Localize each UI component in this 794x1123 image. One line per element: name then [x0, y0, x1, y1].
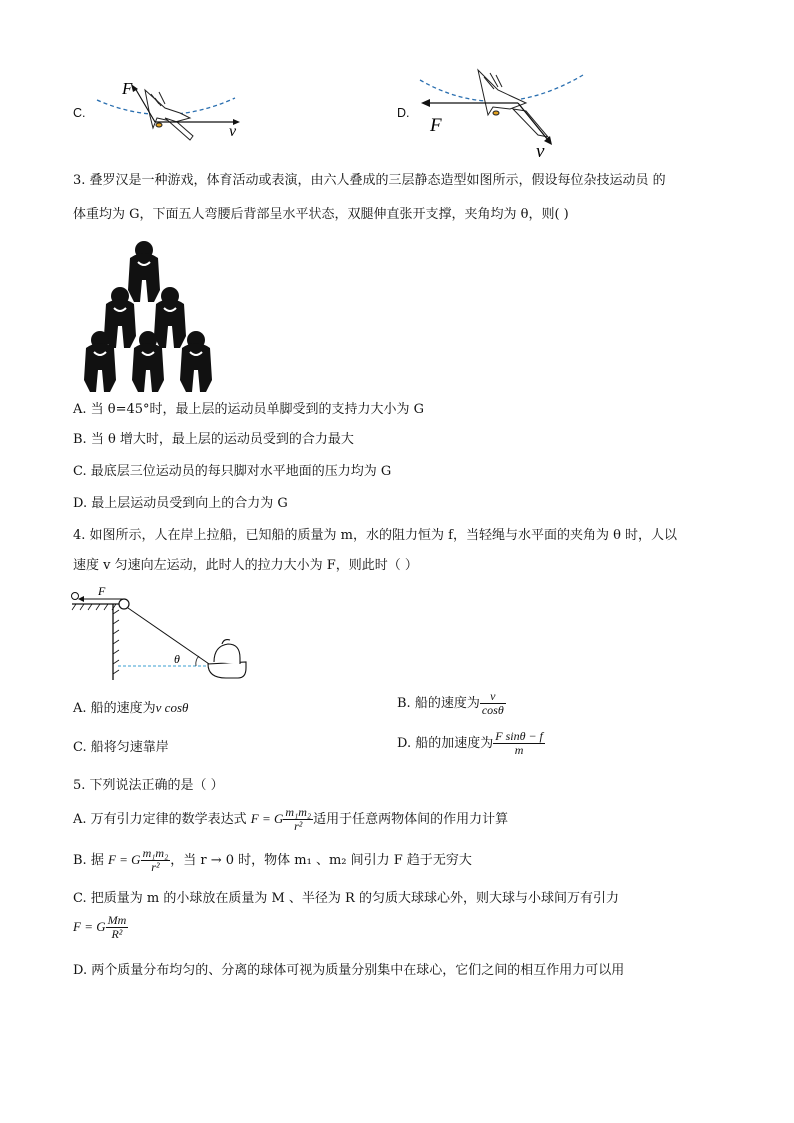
fraction-denominator: cosθ	[481, 703, 504, 717]
q3-option-c: C. 最底层三位运动员的每只脚对水平地面的压力均为 G	[73, 464, 392, 479]
q5-stem: 5. 下列说法正确的是（ ）	[73, 778, 224, 793]
bird-icon	[145, 90, 193, 140]
q5-option-c-fraction	[106, 914, 129, 941]
q5-option-a-fraction	[283, 806, 313, 833]
velocity-label: v	[229, 123, 237, 140]
fraction-numerator: m₁m₂	[285, 805, 312, 819]
q5-option-c-line1: C. 把质量为 m 的小球放在质量为 M 、半径为 R 的匀质大球球心外，则大球与小球间万有引力	[73, 891, 619, 906]
q5-option-a	[73, 806, 508, 833]
force-label: F	[430, 115, 442, 136]
q4-boat-pulling-figure	[68, 582, 248, 687]
q5-option-a-suffix: 适用于任意两物体间的作用力计算	[313, 812, 509, 827]
q4-option-c: C. 船将匀速靠岸	[73, 740, 169, 755]
q4-option-a	[73, 697, 188, 716]
q3-option-d: D. 最上层运动员受到向上的合力为 G	[73, 496, 288, 511]
acrobat-middle-right	[154, 287, 186, 348]
q5-option-c-formula	[73, 914, 128, 941]
fraction-denominator: R²	[111, 927, 123, 941]
acrobat-top	[128, 241, 160, 302]
q4-option-a-math: v cosθ	[155, 700, 189, 715]
q4-option-d	[397, 730, 545, 757]
acrobat-bottom-right	[180, 331, 212, 392]
force-label: F	[122, 79, 133, 98]
fraction-numerator: Mm	[107, 913, 127, 927]
q4-option-b	[397, 690, 506, 717]
fraction-numerator: m₁m₂	[142, 846, 169, 860]
boat-icon	[208, 640, 246, 679]
q4-stem-line1: 4. 如图所示，人在岸上拉船，已知船的质量为 m，水的阻力恒为 f，当轻绳与水平面的夹角为 θ 时，人以	[73, 528, 678, 543]
q2-option-c-figure	[95, 78, 245, 153]
q3-option-a: A. 当 θ=45°时，最上层的运动员单脚受到的支持力大小为 G	[73, 402, 425, 417]
q4-option-b-fraction	[480, 690, 506, 717]
q2-option-d-label: D.	[397, 106, 410, 120]
q5-option-d: D. 两个质量分布均匀的、分离的球体可视为质量分别集中在球心，它们之间的相互作用力可以用	[73, 963, 625, 978]
fraction-numerator: v	[480, 690, 506, 704]
angle-label: θ	[174, 652, 180, 666]
fraction-denominator: r²	[294, 819, 303, 833]
q3-option-b: B. 当 θ 增大时，最上层的运动员受到的合力最大	[73, 432, 354, 447]
q4-option-b-prefix: B. 船的速度为	[397, 696, 480, 711]
fraction-denominator: r²	[151, 860, 160, 874]
q4-option-a-prefix: A. 船的速度为	[73, 701, 156, 716]
pulley-icon	[119, 599, 129, 609]
q5-option-b-fraction	[141, 847, 171, 874]
q5-option-b-formula-lhs: F = G	[107, 852, 141, 867]
q3-human-pyramid-figure	[78, 236, 218, 388]
q4-option-d-fraction	[493, 730, 545, 757]
q5-option-c-formula-lhs: F = G	[73, 919, 106, 934]
q5-option-b-suffix: ，当 r → 0 时，物体 m₁ 、m₂ 间引力 F 趋于无穷大	[170, 853, 472, 868]
q4-option-d-prefix: D. 船的加速度为	[397, 736, 494, 751]
fraction-numerator: F sinθ − f	[495, 729, 543, 743]
q3-stem-line2: 体重均为 G，下面五人弯腰后背部呈水平状态，双腿伸直张开支撑，夹角均为 θ，则( )	[73, 207, 569, 222]
q4-stem-line2: 速度 v 匀速向左运动，此时人的拉力大小为 F，则此时（ ）	[73, 558, 418, 573]
q2-option-c-label: C.	[73, 106, 86, 120]
fraction-denominator: m	[514, 743, 524, 757]
q5-option-a-formula-lhs: F = G	[250, 811, 284, 826]
q5-option-b-prefix: B. 据	[73, 853, 104, 868]
force-label: F	[98, 584, 106, 598]
q3-stem-line1: 3. 叠罗汉是一种游戏，体育活动或表演，由六人叠成的三层静态造型如图所示，假设每位杂技运动员 的	[73, 173, 666, 188]
velocity-arrow	[518, 103, 548, 140]
q2-option-d-figure	[418, 65, 588, 160]
q5-option-b	[73, 847, 472, 874]
velocity-label: v	[536, 141, 545, 162]
q5-option-a-prefix: A. 万有引力定律的数学表达式	[73, 812, 247, 827]
